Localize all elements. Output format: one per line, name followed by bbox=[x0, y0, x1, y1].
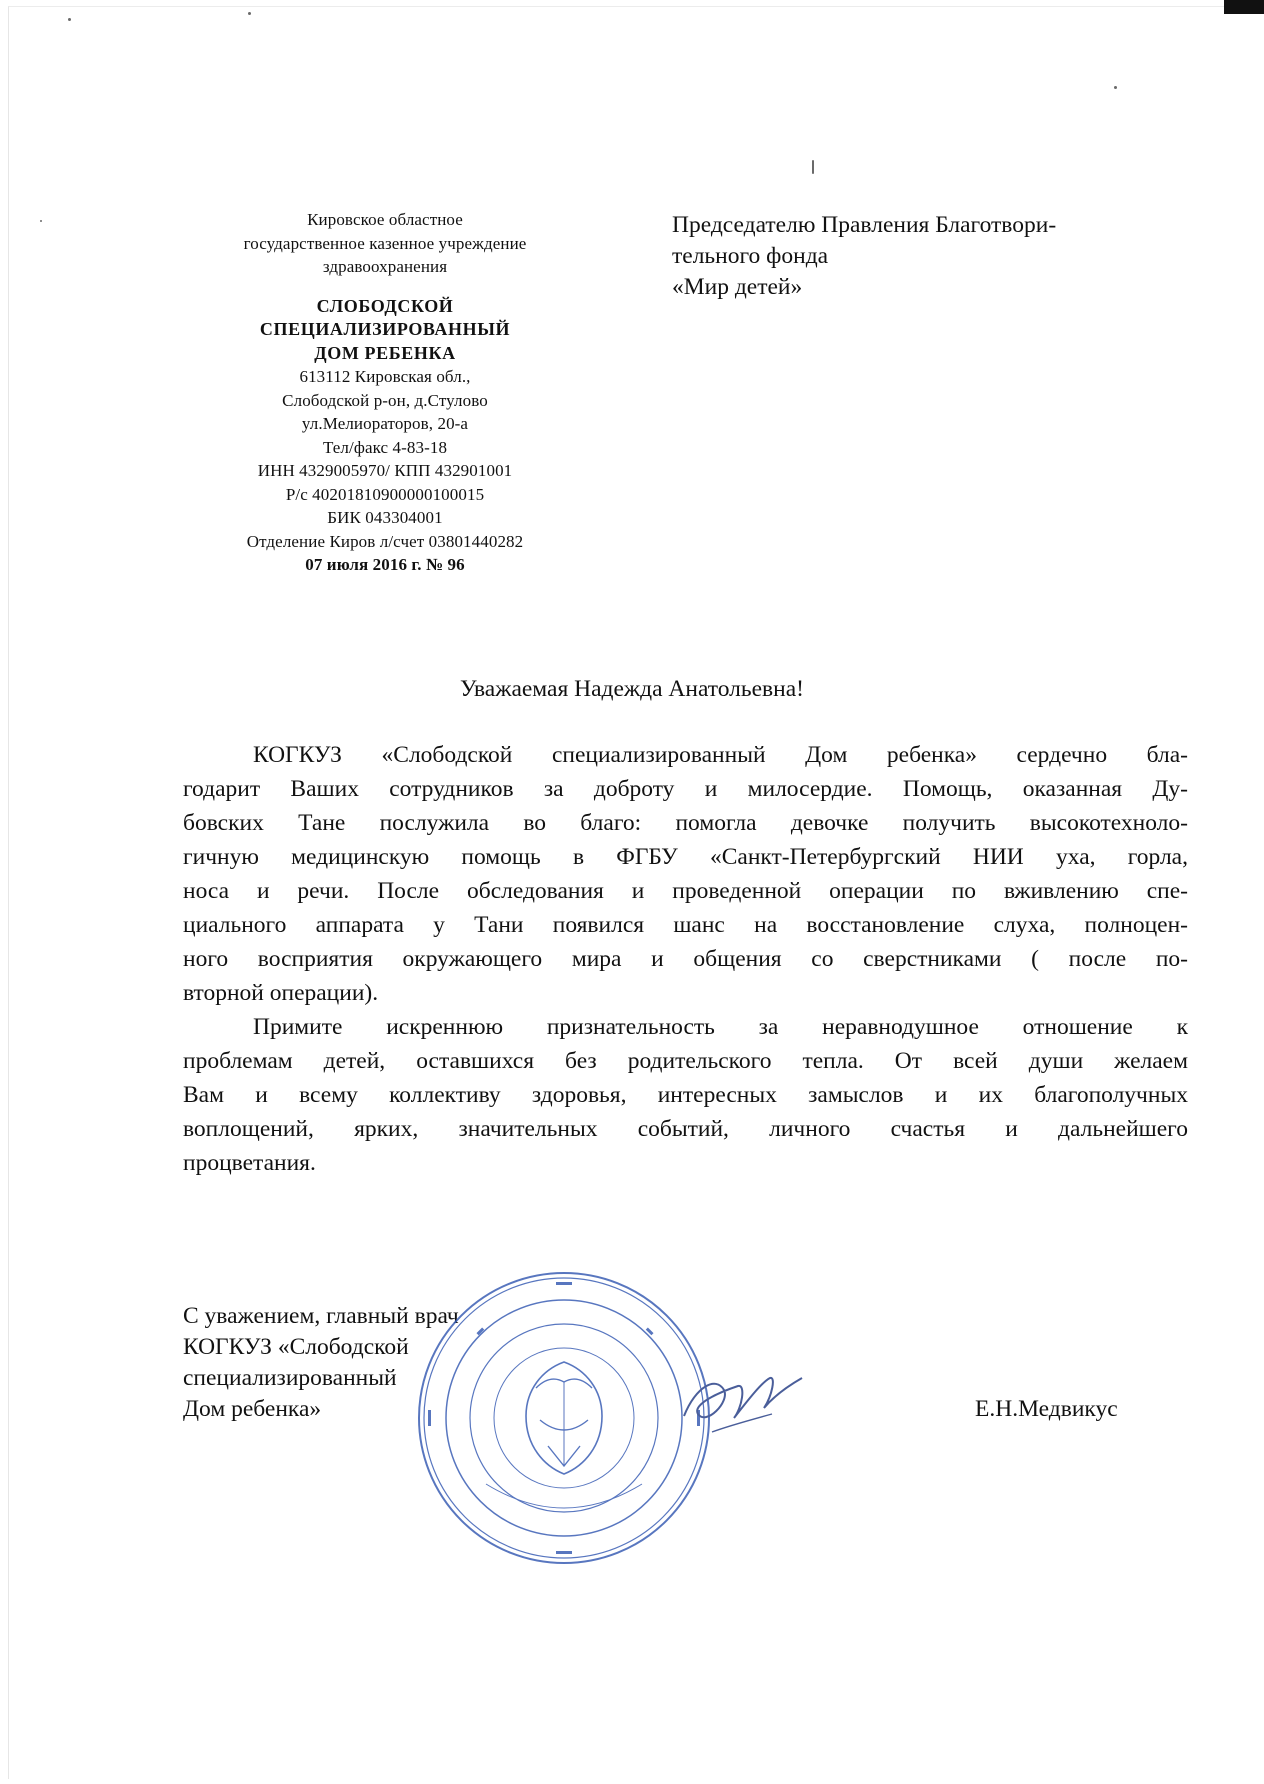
body-line: воплощений, ярких, значительных событий, личного счастья и дальнейшего bbox=[183, 1116, 1188, 1142]
scan-speck bbox=[40, 220, 42, 222]
sender-org-line: государственное казенное учреждение bbox=[243, 233, 527, 253]
sender-name-line: ДОМ РЕБЕНКА bbox=[314, 342, 456, 363]
letter-reference: 07 июля 2016 г. № 96 bbox=[305, 555, 465, 574]
letter-body bbox=[183, 738, 1188, 1180]
addressee-line: «Мир детей» bbox=[672, 274, 803, 300]
sender-org-line: здравоохранения bbox=[322, 257, 448, 276]
body-line: проблемам детей, оставшихся без родительского тепла. От всей души желаем bbox=[183, 1048, 1188, 1074]
sender-phone: Тел/факс 4-83-18 bbox=[322, 437, 448, 457]
sender-address-line: Слободской р-он, д.Стулово bbox=[282, 390, 488, 410]
sender-org-line: Кировское областное bbox=[307, 210, 463, 229]
body-line: КОГКУЗ «Слободской специализированный Дом ребенка» сердечно бла- bbox=[253, 742, 1188, 768]
scan-speck bbox=[68, 18, 71, 21]
body-line: гичную медицинскую помощь в ФГБУ «Санкт-Петербургский НИИ уха, горла, bbox=[183, 844, 1188, 870]
closing-line: Дом ребенка» bbox=[183, 1396, 322, 1422]
body-line: циального аппарата у Тани появился шанс на восстановление слуха, полноцен- bbox=[183, 912, 1188, 938]
official-stamp-seal bbox=[416, 1270, 712, 1566]
body-line: ного восприятия окружающего мира и общения со сверстниками ( после по- bbox=[183, 946, 1188, 972]
scan-speck bbox=[812, 160, 814, 174]
addressee-block bbox=[672, 210, 1192, 303]
signer-name: Е.Н.Медвикус bbox=[975, 1396, 1118, 1422]
sender-name-line: СПЕЦИАЛИЗИРОВАННЫЙ bbox=[259, 319, 511, 339]
addressee-line: тельного фонда bbox=[672, 243, 829, 269]
sender-inn: ИНН 4329005970/ КПП 432901001 bbox=[257, 461, 513, 480]
sender-bik: БИК 043304001 bbox=[327, 508, 443, 527]
sender-address-line: 613112 Кировская обл., bbox=[299, 367, 471, 386]
salutation: Уважаемая Надежда Анатольевна! bbox=[460, 676, 804, 702]
closing-line: специализированный bbox=[183, 1365, 397, 1391]
scan-speck bbox=[248, 12, 251, 15]
body-line: вторной операции). bbox=[183, 980, 379, 1006]
sender-name-line: СЛОБОДСКОЙ bbox=[316, 295, 454, 316]
sender-account: Р/с 40201810900000100015 bbox=[285, 484, 485, 504]
sender-branch: Отделение Киров л/счет 03801440282 bbox=[246, 531, 524, 551]
handwritten-signature bbox=[676, 1356, 806, 1442]
addressee-line: Председателю Правления Благотвори- bbox=[672, 212, 1057, 238]
sender-letterhead bbox=[190, 208, 580, 577]
body-line: бовских Тане послужила во благо: помогла девочке получить высокотехноло- bbox=[183, 810, 1188, 836]
body-line: процветания. bbox=[183, 1150, 316, 1176]
body-line: Примите искреннюю признательность за неравнодушное отношение к bbox=[253, 1014, 1188, 1040]
closing-line: С уважением, главный врач bbox=[183, 1303, 459, 1329]
sender-address-line: ул.Мелиораторов, 20-а bbox=[301, 414, 469, 433]
body-line: носа и речи. После обследования и проведенной операции по вживлению спе- bbox=[183, 878, 1188, 904]
body-line: Вам и всему коллективу здоровья, интересных замыслов и их благополучных bbox=[183, 1082, 1188, 1108]
body-line: годарит Ваших сотрудников за доброту и милосердие. Помощь, оказанная Ду- bbox=[183, 776, 1188, 802]
scan-speck bbox=[1114, 86, 1117, 89]
scan-artifact bbox=[1224, 0, 1264, 14]
closing-line: КОГКУЗ «Слободской bbox=[183, 1334, 409, 1360]
